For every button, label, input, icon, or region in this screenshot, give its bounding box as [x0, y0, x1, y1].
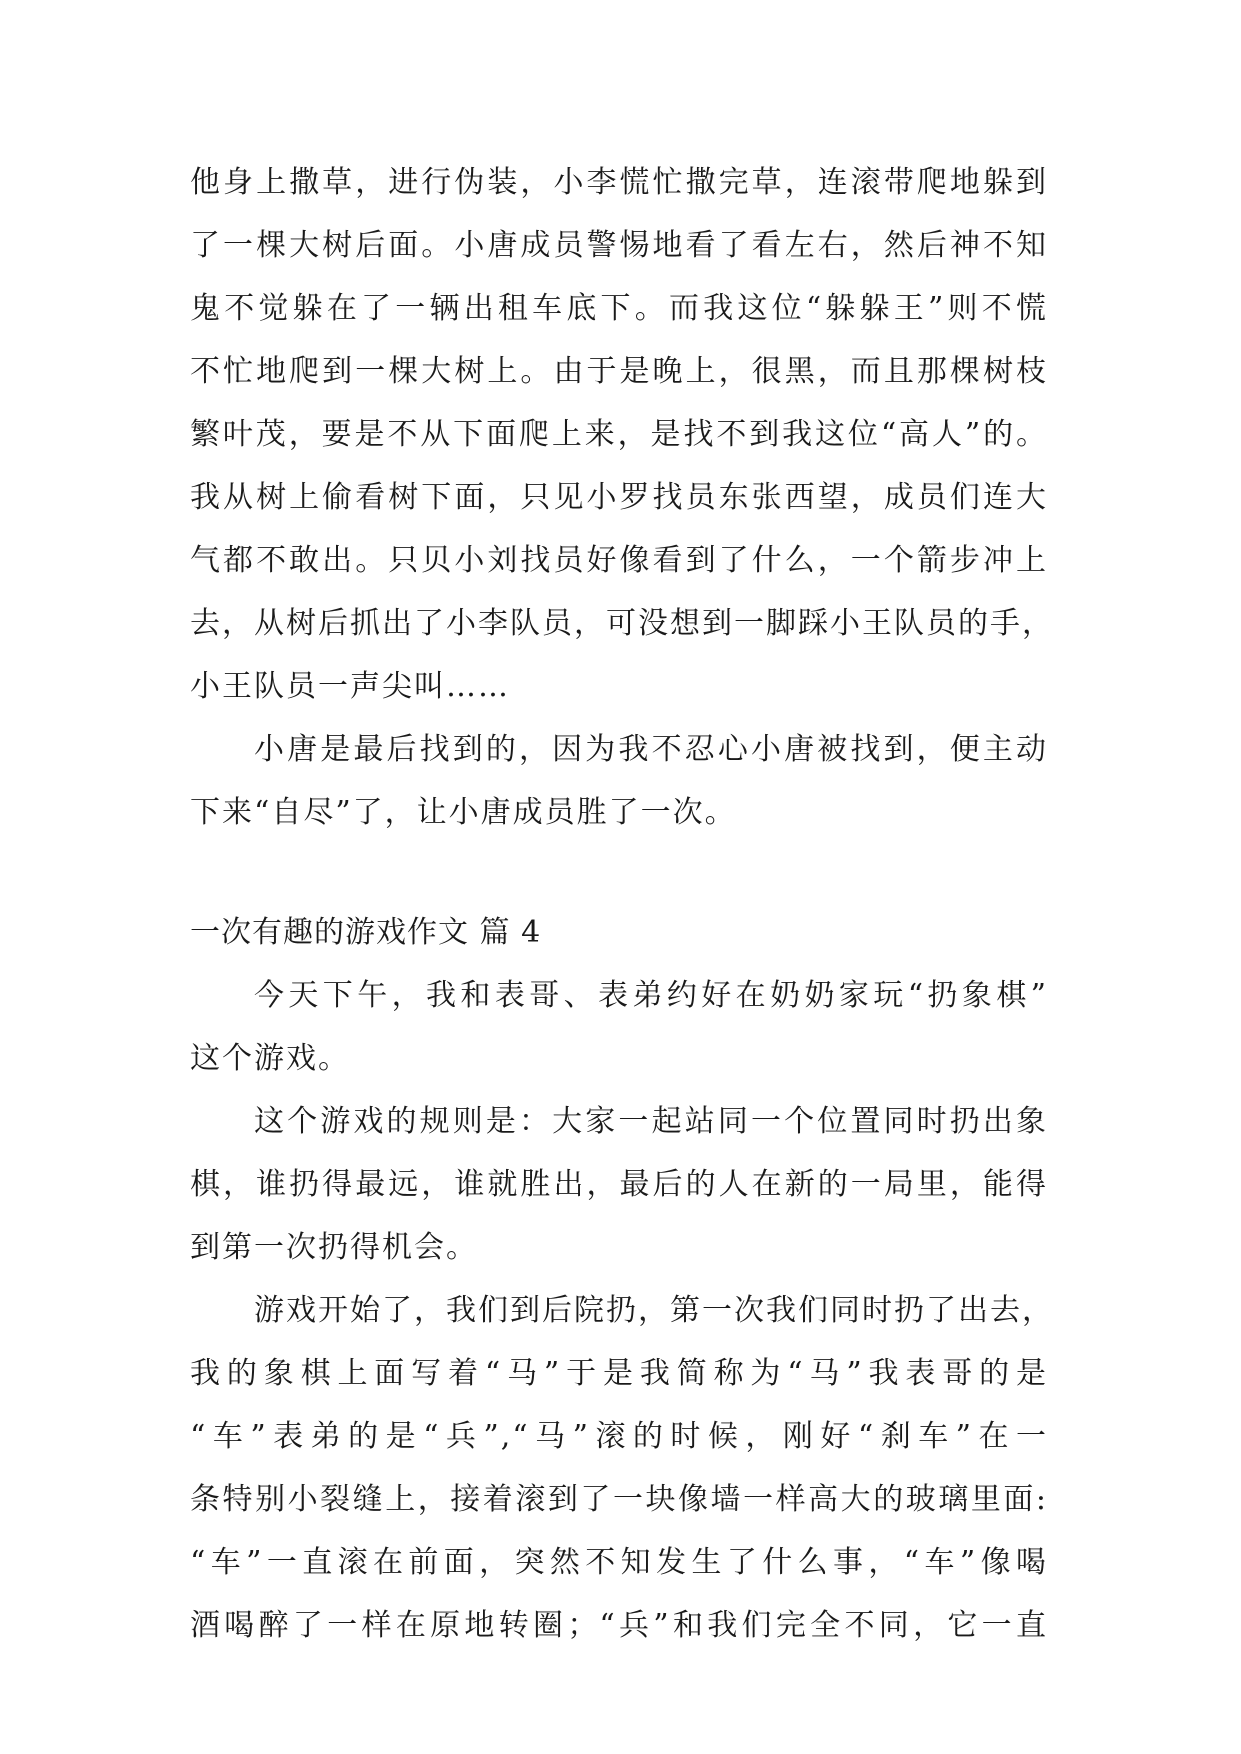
- text-line: 我的象棋上面写着“马”于是我简称为“马”我表哥的是: [190, 1356, 1048, 1391]
- text-line: 今天下午，我和表哥、表弟约好在奶奶家玩“扔象棋”: [254, 978, 1048, 1013]
- text-line: 我从树上偷看树下面，只见小罗找员东张西望，成员们连大: [190, 480, 1048, 515]
- text-line: 小王队员一声尖叫……: [190, 669, 510, 704]
- text-line: “车”表弟的是“兵”,“马”滚的时候，刚好“刹车”在一: [190, 1419, 1048, 1454]
- text-line: 鬼不觉躲在了一辆出租车底下。而我这位“躲躲王”则不慌: [190, 291, 1048, 326]
- text-line: 小唐是最后找到的，因为我不忍心小唐被找到，便主动: [254, 732, 1048, 767]
- text-line: 下来“自尽”了，让小唐成员胜了一次。: [190, 795, 737, 830]
- text-line: 繁叶茂，要是不从下面爬上来，是找不到我这位“高人”的。: [190, 417, 1048, 452]
- text-line: 游戏开始了，我们到后院扔，第一次我们同时扔了出去，: [254, 1293, 1054, 1328]
- text-line: 不忙地爬到一棵大树上。由于是晚上，很黑，而且那棵树枝: [190, 354, 1048, 389]
- text-line: 气都不敢出。只贝小刘找员好像看到了什么，一个箭步冲上: [190, 543, 1048, 578]
- text-line: 他身上撒草，进行伪装，小李慌忙撒完草，连滚带爬地躲到: [190, 165, 1048, 200]
- text-line: 这个游戏。: [190, 1041, 350, 1076]
- section-title: 一次有趣的游戏作文 篇 4: [190, 915, 542, 950]
- text-line: 棋，谁扔得最远，谁就胜出，最后的人在新的一局里，能得: [190, 1167, 1048, 1202]
- text-line: 去，从树后抓出了小李队员，可没想到一脚踩小王队员的手，: [190, 606, 1054, 641]
- text-line: 到第一次扔得机会。: [190, 1230, 478, 1265]
- text-line: 了一棵大树后面。小唐成员警惕地看了看左右，然后神不知: [190, 228, 1048, 263]
- text-line: 这个游戏的规则是：大家一起站同一个位置同时扔出象: [254, 1104, 1048, 1139]
- text-line: “车”一直滚在前面，突然不知发生了什么事，“车”像喝: [190, 1545, 1048, 1580]
- text-line: 酒喝醉了一样在原地转圈；“兵”和我们完全不同，它一直: [190, 1608, 1048, 1643]
- text-line: 条特别小裂缝上，接着滚到了一块像墙一样高大的玻璃里面:: [190, 1482, 1048, 1517]
